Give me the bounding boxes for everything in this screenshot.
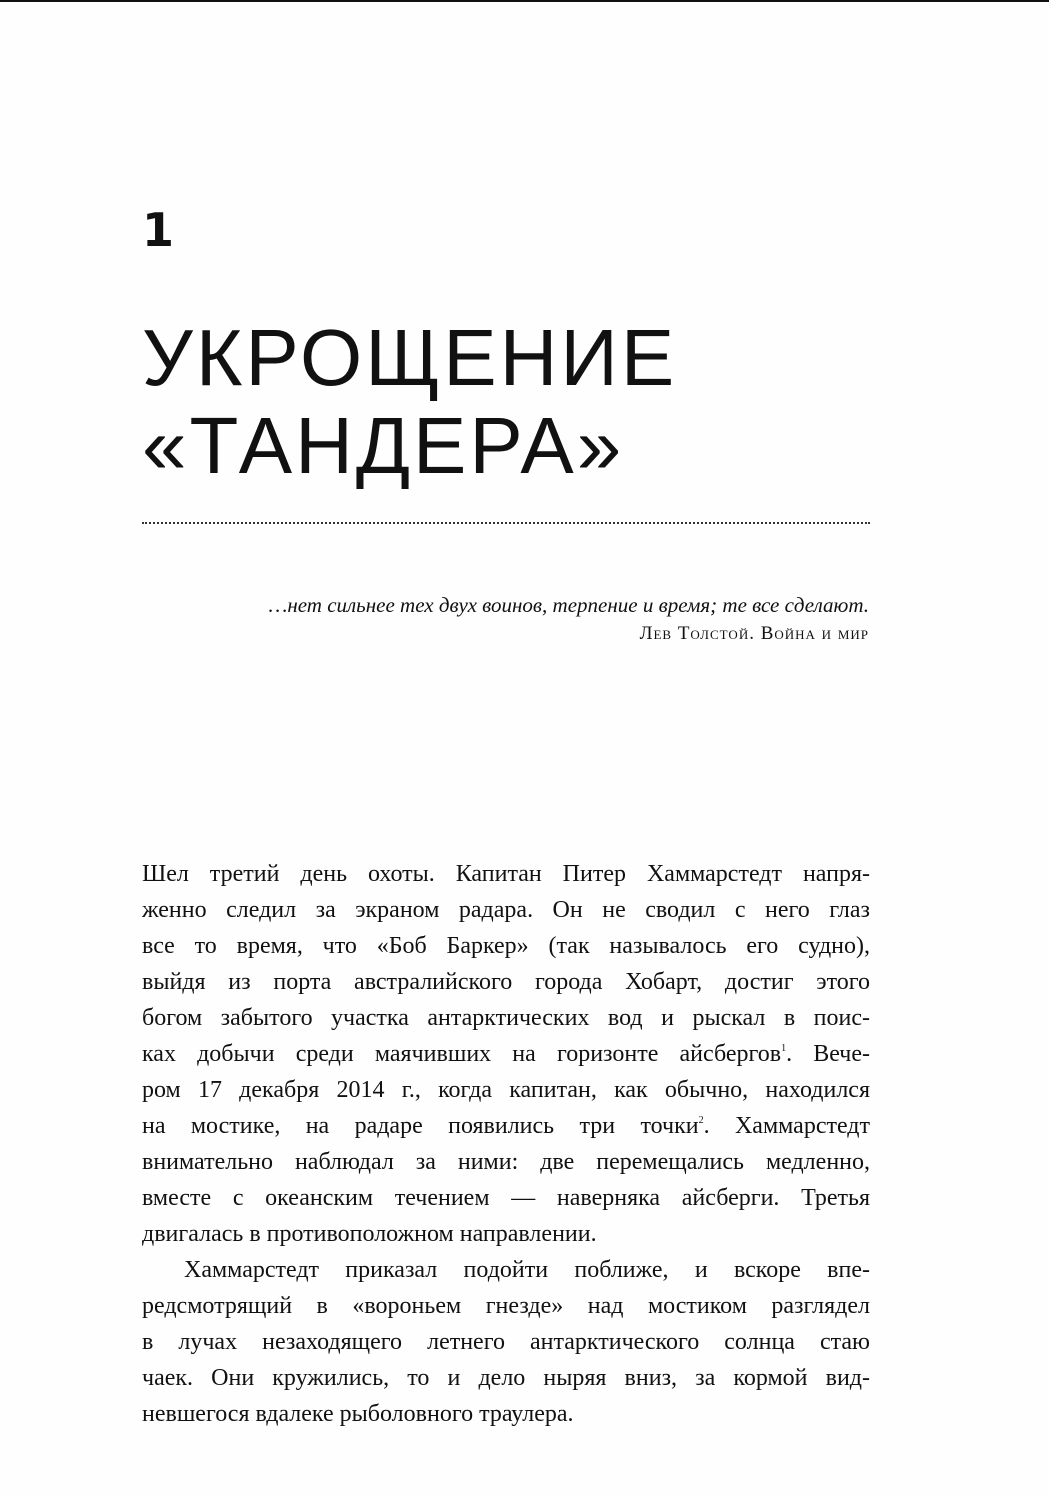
- text-line: богом забытого участка антарктических вод и рыскал в поис-: [142, 1005, 870, 1031]
- footnote-marker[interactable]: 2: [698, 1115, 704, 1126]
- paragraph-1: [142, 856, 870, 1252]
- epigraph-quote: …нет сильнее тех двух воинов, терпение и время; те все сделают.: [268, 593, 869, 617]
- text-line: все то время, что «Боб Баркер» (так называлось его судно),: [142, 933, 870, 959]
- text-line: вместе с океанским течением — наверняка айсберги. Третья: [142, 1185, 870, 1211]
- body-text: [142, 856, 870, 1432]
- text-line-with-footnote: [142, 1036, 870, 1072]
- text-line-with-footnote: [142, 1108, 870, 1144]
- text-segment: ках добычи среди маячивших на горизонте айсбергов: [142, 1041, 782, 1067]
- epigraph-source: Лев Толстой. Война и мир: [639, 623, 869, 644]
- text-line: ром 17 декабря 2014 г., когда капитан, как обычно, находился: [142, 1077, 870, 1103]
- footnote-marker[interactable]: 1: [781, 1043, 787, 1054]
- chapter-title-line-1: УКРОЩЕНИЕ: [142, 313, 678, 402]
- chapter-title: [142, 314, 902, 490]
- dotted-divider: [142, 522, 870, 524]
- top-border-rule: [0, 0, 1049, 2]
- text-segment: . Хаммарстедт: [703, 1113, 870, 1139]
- text-line: выйдя из порта австралийского города Хобарт, достиг этого: [142, 969, 870, 995]
- chapter-number: 1: [142, 203, 174, 257]
- text-line: редсмотрящий в «вороньем гнезде» над мостиком разглядел: [142, 1293, 870, 1319]
- text-line: женно следил за экраном радара. Он не сводил с него глаз: [142, 897, 870, 923]
- text-segment: на мостике, на радаре появились три точки: [142, 1113, 699, 1139]
- text-line: Хаммарстедт приказал подойти поближе, и вскоре впе-: [184, 1257, 870, 1283]
- text-line: невшегося вдалеке рыболовного траулера.: [142, 1401, 574, 1427]
- text-line: Шел третий день охоты. Капитан Питер Хаммарстедт напря-: [142, 861, 870, 887]
- text-line: внимательно наблюдал за ними: две перемещались медленно,: [142, 1149, 870, 1175]
- chapter-title-line-2: «ТАНДЕРА»: [142, 401, 625, 490]
- text-line: двигалась в противоположном направлении.: [142, 1221, 597, 1247]
- epigraph: [129, 590, 869, 648]
- text-line: чаек. Они кружились, то и дело ныряя вниз, за кормой вид-: [142, 1365, 870, 1391]
- paragraph-2: [142, 1252, 870, 1432]
- text-line: в лучах незаходящего летнего антарктического солнца стаю: [142, 1329, 870, 1355]
- text-segment: . Вече-: [786, 1041, 870, 1067]
